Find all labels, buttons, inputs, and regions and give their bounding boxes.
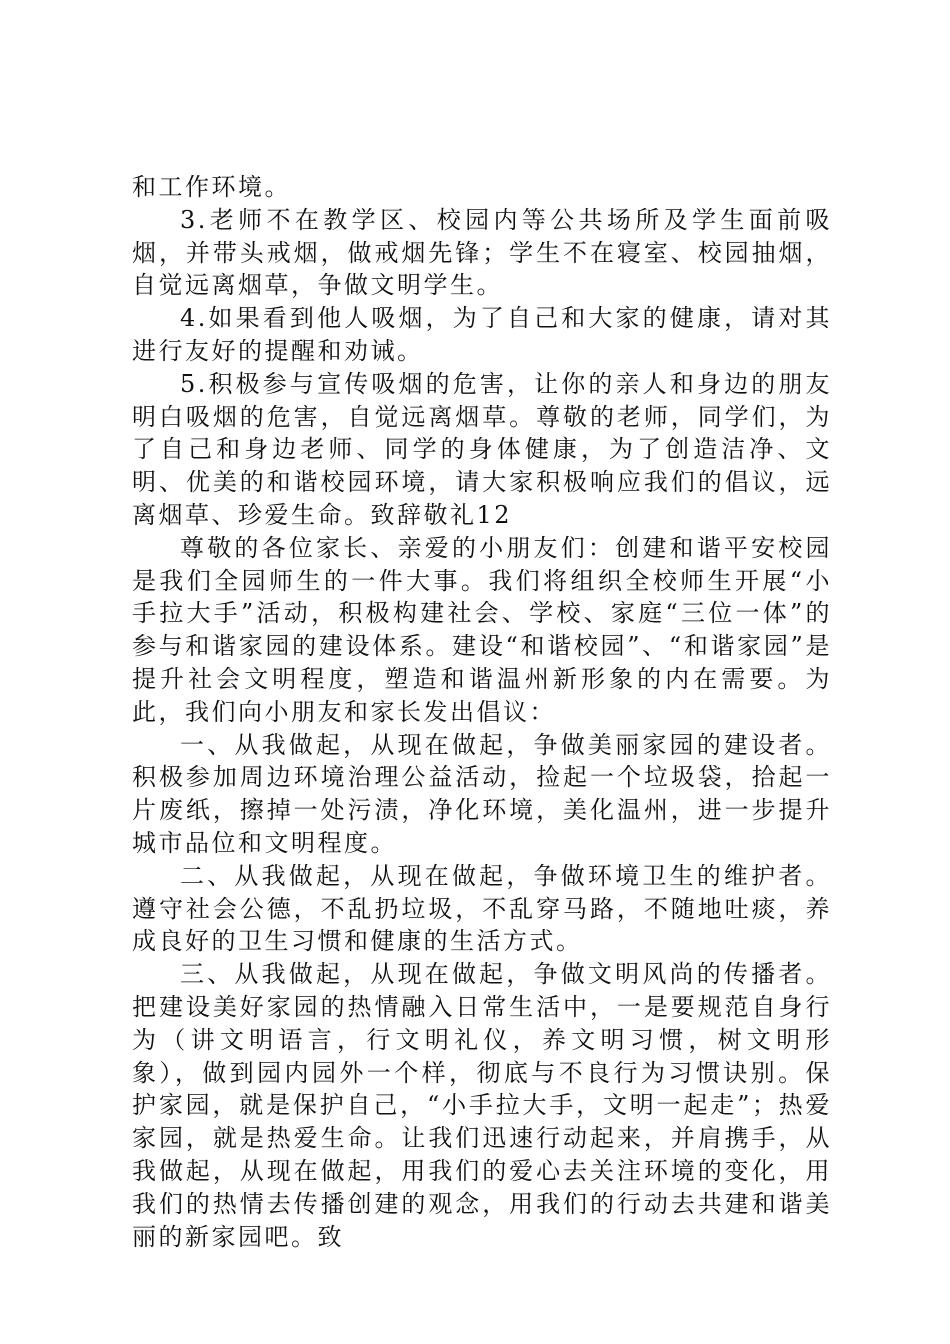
paragraph-work-environment: 和工作环境。: [132, 173, 291, 201]
paragraph-point-three: 三、从我做起，从现在做起，争做文明风尚的传播者。把建设美好家园的热情融入日常生活中，一是要规范自身行为（讲文明语言，行文明礼仪，养文明习惯，树文明形象），做到园内园外一个样，彻底与不良行为习惯诀别。保护家园，就是保护自己，“小手拉大手，文明一起走”；热爱家园，就是热爱生命。让我们迅速行动起来，并肩携手，从我做起，从现在做起，用我们的爱心去关注环境的变化，用我们的热情去传播创建的观念，用我们的行动去共建和谐美丽的新家园吧。致: [132, 960, 832, 1251]
paragraph-point-two: 二、从我做起，从现在做起，争做环境卫生的维护者。遵守社会公德，不乱扔垃圾，不乱穿马路，不随地吐痰，养成良好的卫生习惯和健康的生活方式。: [132, 861, 832, 956]
paragraph-item-3: 3.老师不在教学区、校园内等公共场所及学生面前吸烟，并带头戒烟，做戒烟先锋；学生不在寝室、校园抽烟，自觉远离烟草，争做文明学生。: [132, 205, 832, 300]
paragraph-item-4: 4.如果看到他人吸烟，为了自己和大家的健康，请对其进行友好的提醒和劝诫。: [132, 304, 832, 365]
document-body: [132, 171, 832, 1253]
paragraph-point-one: 一、从我做起，从现在做起，争做美丽家园的建设者。积极参加周边环境治理公益活动，捡起一个垃圾袋，拾起一片废纸，擦掉一处污渍，净化环境，美化温州，进一步提升城市品位和文明程度。: [132, 730, 832, 857]
paragraph-greeting: 尊敬的各位家长、亲爱的小朋友们：创建和谐平安校园是我们全园师生的一件大事。我们将组织全校师生开展“小手拉大手”活动，积极构建社会、学校、家庭“三位一体”的参与和谐家园的建设体系。建设“和谐校园”、“和谐家园”是提升社会文明程度，塑造和谐温州新形象的内在需要。为此，我们向小朋友和家长发出倡议：: [132, 533, 832, 726]
paragraph-item-5: 5.积极参与宣传吸烟的危害，让你的亲人和身边的朋友明白吸烟的危害，自觉远离烟草。尊敬的老师，同学们，为了自己和身边老师、同学的身体健康，为了创造洁净、文明、优美的和谐校园环境，请大家积极响应我们的倡议，远离烟草、珍爱生命。致辞敬礼12: [132, 369, 832, 529]
